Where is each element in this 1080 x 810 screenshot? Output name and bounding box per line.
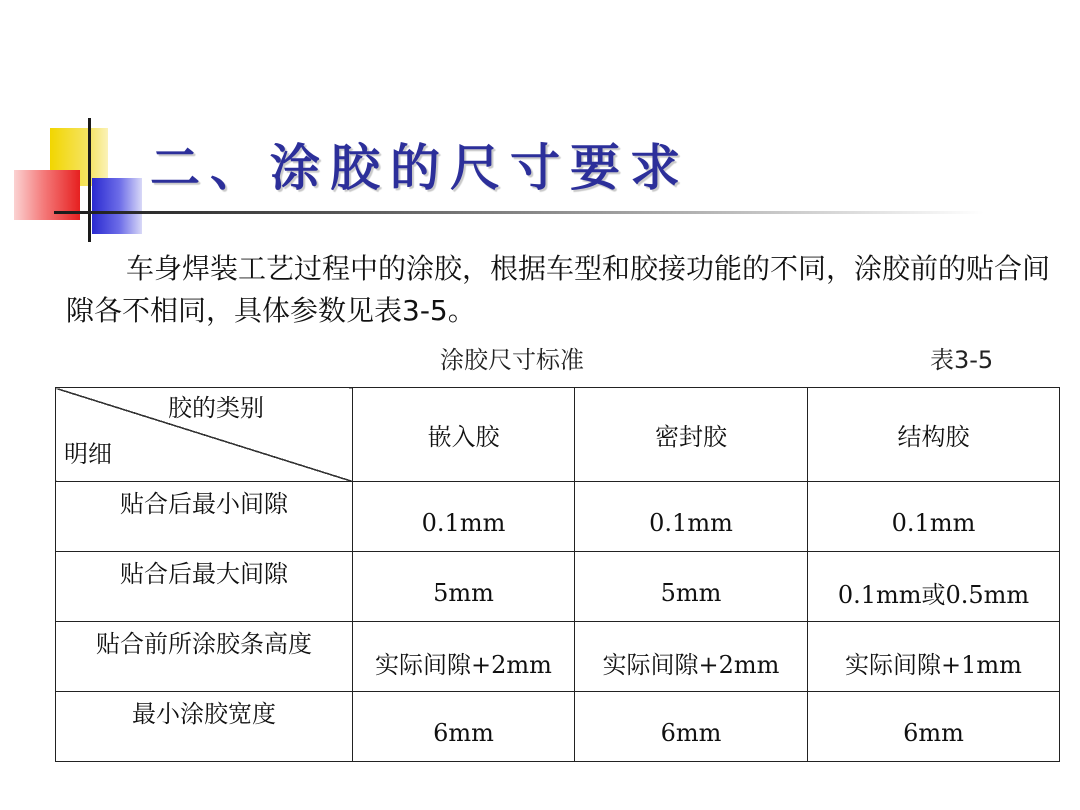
slide-title: 二、涂胶的尺寸要求 bbox=[150, 138, 690, 197]
table-cell: 0.1mm bbox=[808, 482, 1060, 552]
table-cell: 0.1mm bbox=[353, 482, 575, 552]
intro-paragraph bbox=[66, 248, 1056, 332]
glue-size-table bbox=[55, 387, 1060, 762]
column-header: 密封胶 bbox=[575, 388, 808, 482]
row-label: 最小涂胶宽度 bbox=[56, 692, 353, 762]
column-header: 结构胶 bbox=[808, 388, 1060, 482]
decor-vertical-line bbox=[88, 118, 91, 242]
table-cell: 0.1mm或0.5mm bbox=[808, 552, 1060, 622]
column-header: 嵌入胶 bbox=[353, 388, 575, 482]
table-cell: 0.1mm bbox=[575, 482, 808, 552]
title-underline bbox=[54, 211, 984, 214]
table-number: 表3-5 bbox=[930, 346, 994, 374]
table-row bbox=[56, 482, 1060, 552]
row-label: 贴合前所涂胶条高度 bbox=[56, 622, 353, 692]
table-cell: 6mm bbox=[353, 692, 575, 762]
corner-bottom-label: 明细 bbox=[64, 440, 112, 468]
paragraph-text: 车身焊装工艺过程中的涂胶，根据车型和胶接功能的不同，涂胶前的贴合间隙各不相同，具体参数见表3-5。 bbox=[66, 252, 1051, 327]
table-cell: 实际间隙+2mm bbox=[575, 622, 808, 692]
table-cell: 5mm bbox=[575, 552, 808, 622]
table-cell: 6mm bbox=[808, 692, 1060, 762]
table-cell: 实际间隙+1mm bbox=[808, 622, 1060, 692]
table-row bbox=[56, 552, 1060, 622]
diagonal-header-cell bbox=[56, 388, 353, 482]
corner-top-label: 胶的类别 bbox=[168, 394, 264, 422]
row-label: 贴合后最大间隙 bbox=[56, 552, 353, 622]
table-caption: 涂胶尺寸标准 bbox=[440, 346, 584, 374]
table-cell: 6mm bbox=[575, 692, 808, 762]
table-row bbox=[56, 622, 1060, 692]
table-cell: 实际间隙+2mm bbox=[353, 622, 575, 692]
table-header-row bbox=[56, 388, 1060, 482]
table-row bbox=[56, 692, 1060, 762]
table-cell: 5mm bbox=[353, 552, 575, 622]
decor-blue-square bbox=[92, 178, 142, 234]
row-label: 贴合后最小间隙 bbox=[56, 482, 353, 552]
